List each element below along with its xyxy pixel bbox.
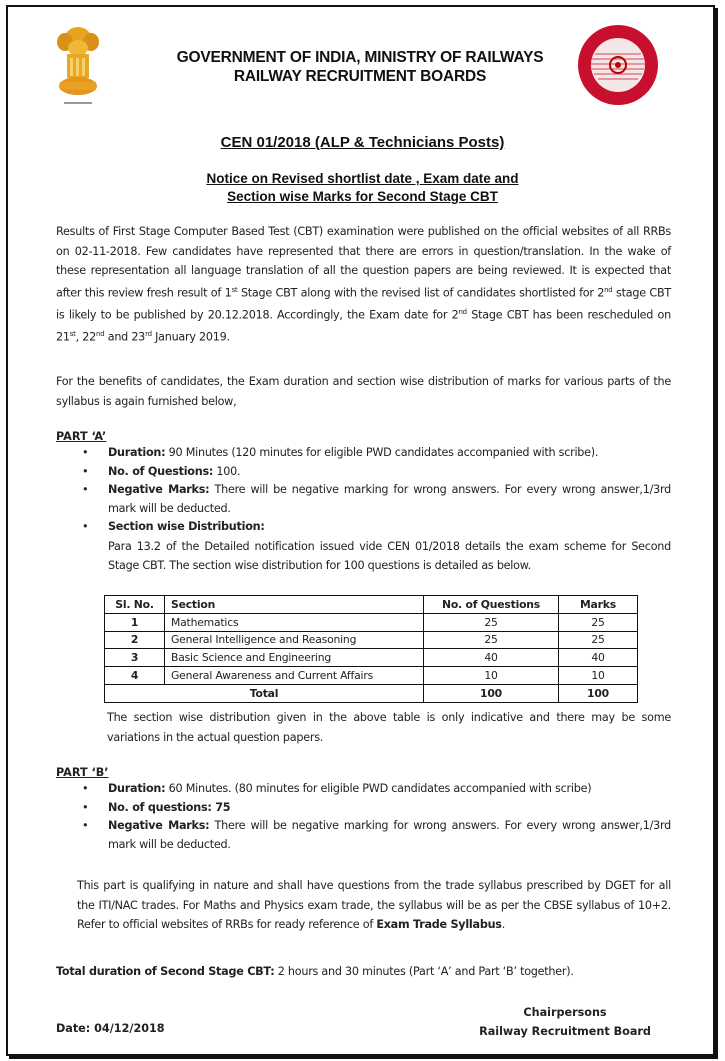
bullet-icon: • [82, 520, 89, 533]
signature-title: Chairpersons [523, 1006, 607, 1019]
table-header-row: Sl. No. Section No. of Questions Marks [105, 596, 638, 614]
part-b-heading: PART ‘B’ [56, 766, 109, 779]
table-row: 2 General Intelligence and Reasoning 25 25 [105, 631, 638, 649]
notice-subject [60, 170, 665, 206]
bullet-icon: • [82, 483, 89, 496]
section-distribution-table [104, 595, 638, 703]
part-a-list [56, 444, 671, 576]
list-item: • Duration: 90 Minutes (120 minutes for eligible PWD candidates accompanied with scribe). [56, 444, 671, 463]
indian-railways-logo-icon [577, 24, 659, 106]
bullet-icon: • [82, 800, 89, 814]
signature-block [470, 1003, 660, 1041]
table-row: 4 General Awareness and Current Affairs 10 10 [105, 667, 638, 685]
header-title [120, 48, 600, 86]
total-duration: Total duration of Second Stage CBT: 2 hours and 30 minutes (Part ‘A’ and Part ‘B’ together). [56, 965, 574, 978]
part-b-paragraph: This part is qualifying in nature and shall have questions from the trade syllabus prescribed by DGET for all the ITI/NAC trades. For Maths and Physics exam trade, the syllabus will be as per the CBSE syllabus of 10+2. Refer to official websites of RRBs for ready reference of Exam Trade Syllabus. [77, 879, 671, 932]
header-line-2: RAILWAY RECRUITMENT BOARDS [233, 68, 487, 85]
header-line-1: GOVERNMENT OF INDIA, MINISTRY OF RAILWAYS [176, 49, 544, 66]
intro-paragraph: Results of First Stage Computer Based Test (CBT) examination were published on the official websites of all RRBs on 02-11-2018. Few candidates have represented that there are errors in question/translation. In the wake of these representation all language translation of all the question papers are being reviewed. It is expected that after this review fresh result of 1st Stage CBT along with the revised list of candidates shortlisted for 2nd stage CBT is likely to be published by 20.12.2018. Accordingly, the Exam date for 2nd Stage CBT has been rescheduled on 21st, 22nd and 23rd January 2019. [56, 225, 671, 345]
list-item: • Section wise Distribution: Para 13.2 of the Detailed notification issued vide CEN 01/2018 details the exam scheme for Second Stage CBT. The section wise distribution for 100 questions is detailed as below. [82, 520, 671, 572]
list-item: • No. of questions: 75 [56, 799, 671, 818]
list-item: • Duration: 60 Minutes. (80 minutes for eligible PWD candidates accompanied with scribe) [56, 780, 671, 799]
list-item: • Negative Marks: There will be negative marking for wrong answers. For every wrong answer,1/3rd mark will be deducted. [82, 819, 671, 851]
benefits-paragraph: For the benefits of candidates, the Exam duration and section wise distribution of marks for various parts of the syllabus is again furnished below, [56, 375, 671, 408]
bullet-icon: • [82, 819, 89, 832]
table-row: 3 Basic Science and Engineering 40 40 [105, 649, 638, 667]
notice-line-1: Notice on Revised shortlist date , Exam date and [206, 171, 519, 186]
bullet-icon: • [82, 464, 89, 478]
list-item: • No. of Questions: 100. [56, 463, 671, 482]
table-row: 1 Mathematics 25 25 [105, 613, 638, 631]
table-total-row: Total 100 100 [105, 684, 638, 702]
part-b-list [56, 780, 671, 854]
notice-date: Date: 04/12/2018 [56, 1022, 165, 1035]
bullet-icon: • [82, 446, 89, 459]
table-note: The section wise distribution given in the above table is only indicative and there may be some variations in the actual question papers. [107, 711, 671, 744]
national-emblem-icon [50, 22, 106, 112]
page-title: CEN 01/2018 (ALP & Technicians Posts) [220, 134, 505, 151]
list-item: • Negative Marks: There will be negative marking for wrong answers. For every wrong answer,1/3rd mark will be deducted. [82, 483, 671, 515]
notice-line-2: Section wise Marks for Second Stage CBT [227, 189, 498, 204]
signature-org: Railway Recruitment Board [479, 1025, 651, 1038]
part-a-heading: PART ‘A’ [56, 430, 107, 443]
bullet-icon: • [82, 782, 89, 795]
